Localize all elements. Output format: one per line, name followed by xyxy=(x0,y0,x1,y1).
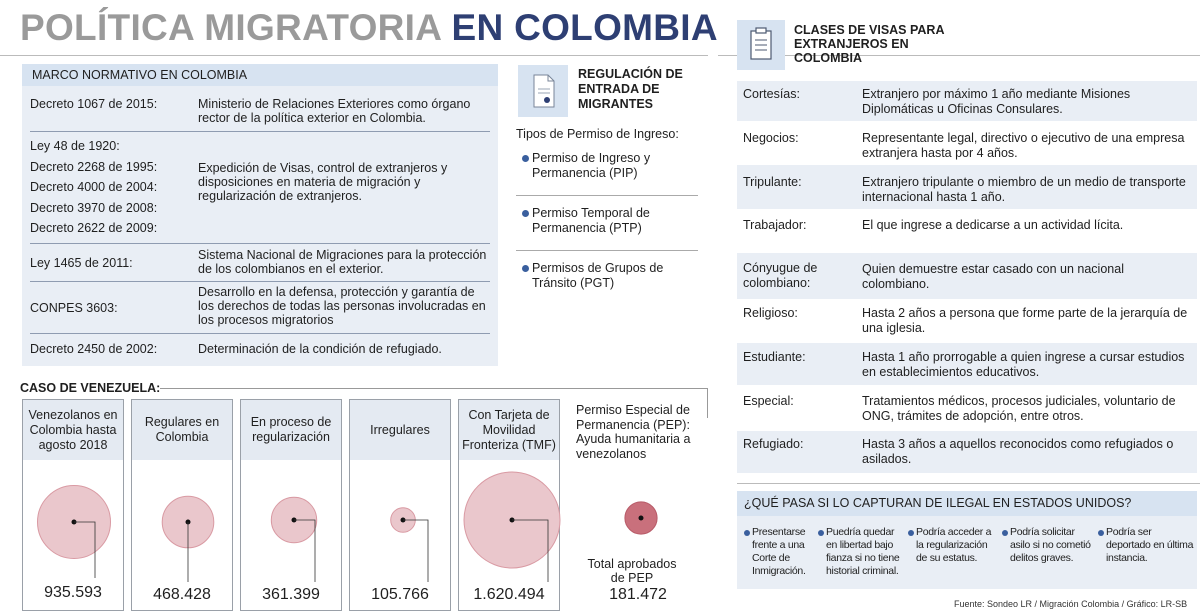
bubble-center-dot xyxy=(639,516,644,521)
marco-row xyxy=(30,136,490,244)
bullet-icon xyxy=(744,530,750,536)
marco-header: MARCO NORMATIVO EN COLOMBIA xyxy=(22,64,498,86)
visa-label: Religioso: xyxy=(743,306,798,320)
marco-row-text: Expedición de Visas, control de extranjeros y disposiciones en materia de migración y regularización de extranjeros. xyxy=(198,161,448,203)
visa-label: Cortesías: xyxy=(743,87,800,101)
marco-row xyxy=(30,244,490,282)
bullet-icon xyxy=(818,530,824,536)
venezuela-value: 935.593 xyxy=(44,584,102,601)
visa-label: Tripulante: xyxy=(743,175,802,189)
us-item: Podría ser deportado en última instancia. xyxy=(1098,526,1194,565)
venezuela-column-label: Venezolanos en Colombia hasta agosto 2018 xyxy=(23,400,123,460)
marco-row xyxy=(30,336,490,364)
visa-row xyxy=(737,121,1197,165)
marco-panel xyxy=(22,86,498,366)
venezuela-column-label: En proceso de regularización xyxy=(241,400,341,460)
clipboard-icon xyxy=(737,20,785,70)
visa-row xyxy=(737,343,1197,385)
venezuela-column-label: Con Tarjeta de Movilidad Fronteriza (TMF) xyxy=(459,400,559,460)
venezuela-value: 361.399 xyxy=(262,586,320,603)
us-item: Podría acceder a la regularización de su estatus. xyxy=(908,526,998,565)
visa-row xyxy=(737,387,1197,429)
venezuela-column xyxy=(240,399,342,611)
us-header: ¿QUÉ PASA SI LO CAPTURAN DE ILEGAL EN ESTADOS UNIDOS? xyxy=(737,491,1197,516)
us-item: Puedría quedar en libertad bajo fianza si no tiene historial criminal. xyxy=(818,526,904,578)
visa-label: Refugiado: xyxy=(743,437,804,451)
marco-row-label: Decreto 4000 de 2004: xyxy=(30,180,158,194)
venezuela-value: 105.766 xyxy=(371,586,429,603)
venezuela-column-label: Irregulares xyxy=(350,400,450,460)
venezuela-column xyxy=(22,399,124,611)
visas-table xyxy=(737,81,1197,473)
regulacion-item: Permiso Temporal de Permanencia (PTP) xyxy=(520,206,700,235)
visas-title: CLASES DE VISAS PARA EXTRANJEROS EN COLOMBIA xyxy=(794,23,945,65)
marco-row-label: Decreto 3970 de 2008: xyxy=(30,200,158,215)
marco-row-text: Ministerio de Relaciones Exteriores como órgano rector de la política exterior en Colombia. xyxy=(198,97,471,125)
visa-text: Hasta 1 año prorrogable a quien ingrese a cursar estudios en establecimientos educativos. xyxy=(862,350,1185,379)
venezuela-value: 468.428 xyxy=(153,586,211,603)
title-rule xyxy=(0,55,708,56)
marco-row-label: Decreto 2450 de 2002: xyxy=(30,342,158,356)
divider xyxy=(516,195,698,196)
regulacion-title: REGULACIÓN DE ENTRADA DE MIGRANTES xyxy=(578,67,683,111)
regulacion-item: Permiso de Ingreso y Permanencia (PIP) xyxy=(520,151,700,180)
venezuela-column-label: Regulares en Colombia xyxy=(132,400,232,460)
marco-row xyxy=(30,282,490,334)
marco-row-text: Sistema Nacional de Migraciones para la protección de los colombianos en el exterior. xyxy=(198,248,487,276)
bullet-icon xyxy=(522,265,529,272)
marco-row-text: Desarrollo en la defensa, protección y garantía de los derechos de todas las personas involucradas en los procesos migratorios xyxy=(198,285,486,327)
us-item: Presentarse frente a una Corte de Inmigración. xyxy=(744,526,814,578)
visa-row xyxy=(737,165,1197,209)
visa-text: Tratamientos médicos, procesos judiciales, voluntario de ONG, trámites de adopción, entre otros. xyxy=(862,394,1176,423)
pep-value: 181.472 xyxy=(609,586,667,603)
venezuela-column xyxy=(458,399,560,611)
marco-row-label: Ley 48 de 1920: xyxy=(30,139,120,153)
pep-bubble xyxy=(625,502,657,534)
visa-label: Negocios: xyxy=(743,131,799,145)
visa-text: Representante legal, directivo o ejecutivo de una empresa extranjera hasta por 4 años. xyxy=(862,131,1185,160)
bullet-icon xyxy=(522,210,529,217)
bullet-icon xyxy=(1098,530,1104,536)
visa-label: Cónyugue de colombiano: xyxy=(743,261,818,290)
divider xyxy=(718,55,1200,56)
visa-row xyxy=(737,209,1197,247)
visa-label: Trabajador: xyxy=(743,218,807,232)
visa-label: Especial: xyxy=(743,394,794,408)
bullet-icon xyxy=(908,530,914,536)
divider xyxy=(160,388,708,389)
visa-row xyxy=(737,253,1197,299)
us-item: Podría solicitar asilo si no cometió delitos graves. xyxy=(1002,526,1094,565)
bullet-icon xyxy=(522,155,529,162)
bullet-icon xyxy=(1002,530,1008,536)
visa-text: Hasta 2 años a persona que forme parte de la jerarquía de una iglesia. xyxy=(862,306,1188,335)
pep-total-label: Total aprobados de PEP xyxy=(587,557,677,585)
visa-text: Quien demuestre estar casado con un nacional colombiano. xyxy=(862,262,1124,291)
page-title: POLÍTICA MIGRATORIA EN COLOMBIA xyxy=(20,7,718,48)
visa-row xyxy=(737,299,1197,341)
marco-row-label: Decreto 2268 de 1995: xyxy=(30,159,158,174)
visa-text: Extranjero por máximo 1 año mediante Misiones Diplomáticas u Oficinas Consulares. xyxy=(862,87,1131,116)
marco-row-label: Ley 1465 de 2011: xyxy=(30,256,133,270)
visa-row xyxy=(737,81,1197,121)
marco-row-label: Decreto 2622 de 2009: xyxy=(30,221,158,235)
regulacion-subtitle: Tipos de Permiso de Ingreso: xyxy=(516,127,679,141)
venezuela-title: CASO DE VENEZUELA: xyxy=(20,381,161,395)
pep-title: Permiso Especial de Permanencia (PEP): Ayuda humanitaria a venezolanos xyxy=(576,403,691,461)
document-icon xyxy=(518,65,568,117)
visa-text: Hasta 3 años a aquellos reconocidos como refugiados o asilados. xyxy=(862,437,1174,466)
venezuela-column xyxy=(131,399,233,611)
visa-text: El que ingrese a dedicarse a un actividad lícita. xyxy=(862,218,1124,232)
visa-row xyxy=(737,431,1197,473)
source-note: Fuente: Sondeo LR / Migración Colombia / Gráfico: LR-SB xyxy=(954,599,1188,609)
visa-label: Estudiante: xyxy=(743,350,806,364)
venezuela-value: 1.620.494 xyxy=(473,586,545,603)
visa-text: Extranjero tripulante o miembro de un medio de transporte internacional hasta 1 año. xyxy=(862,175,1186,204)
divider xyxy=(737,483,1200,484)
marco-row-label: Decreto 1067 de 2015: xyxy=(30,97,158,111)
marco-row xyxy=(30,92,490,132)
marco-row-text: Determinación de la condición de refugiado. xyxy=(198,342,442,356)
venezuela-column xyxy=(349,399,451,611)
regulacion-item: Permisos de Grupos de Tránsito (PGT) xyxy=(520,261,700,290)
marco-row-label: CONPES 3603: xyxy=(30,301,118,315)
divider xyxy=(516,250,698,251)
divider xyxy=(707,388,708,418)
